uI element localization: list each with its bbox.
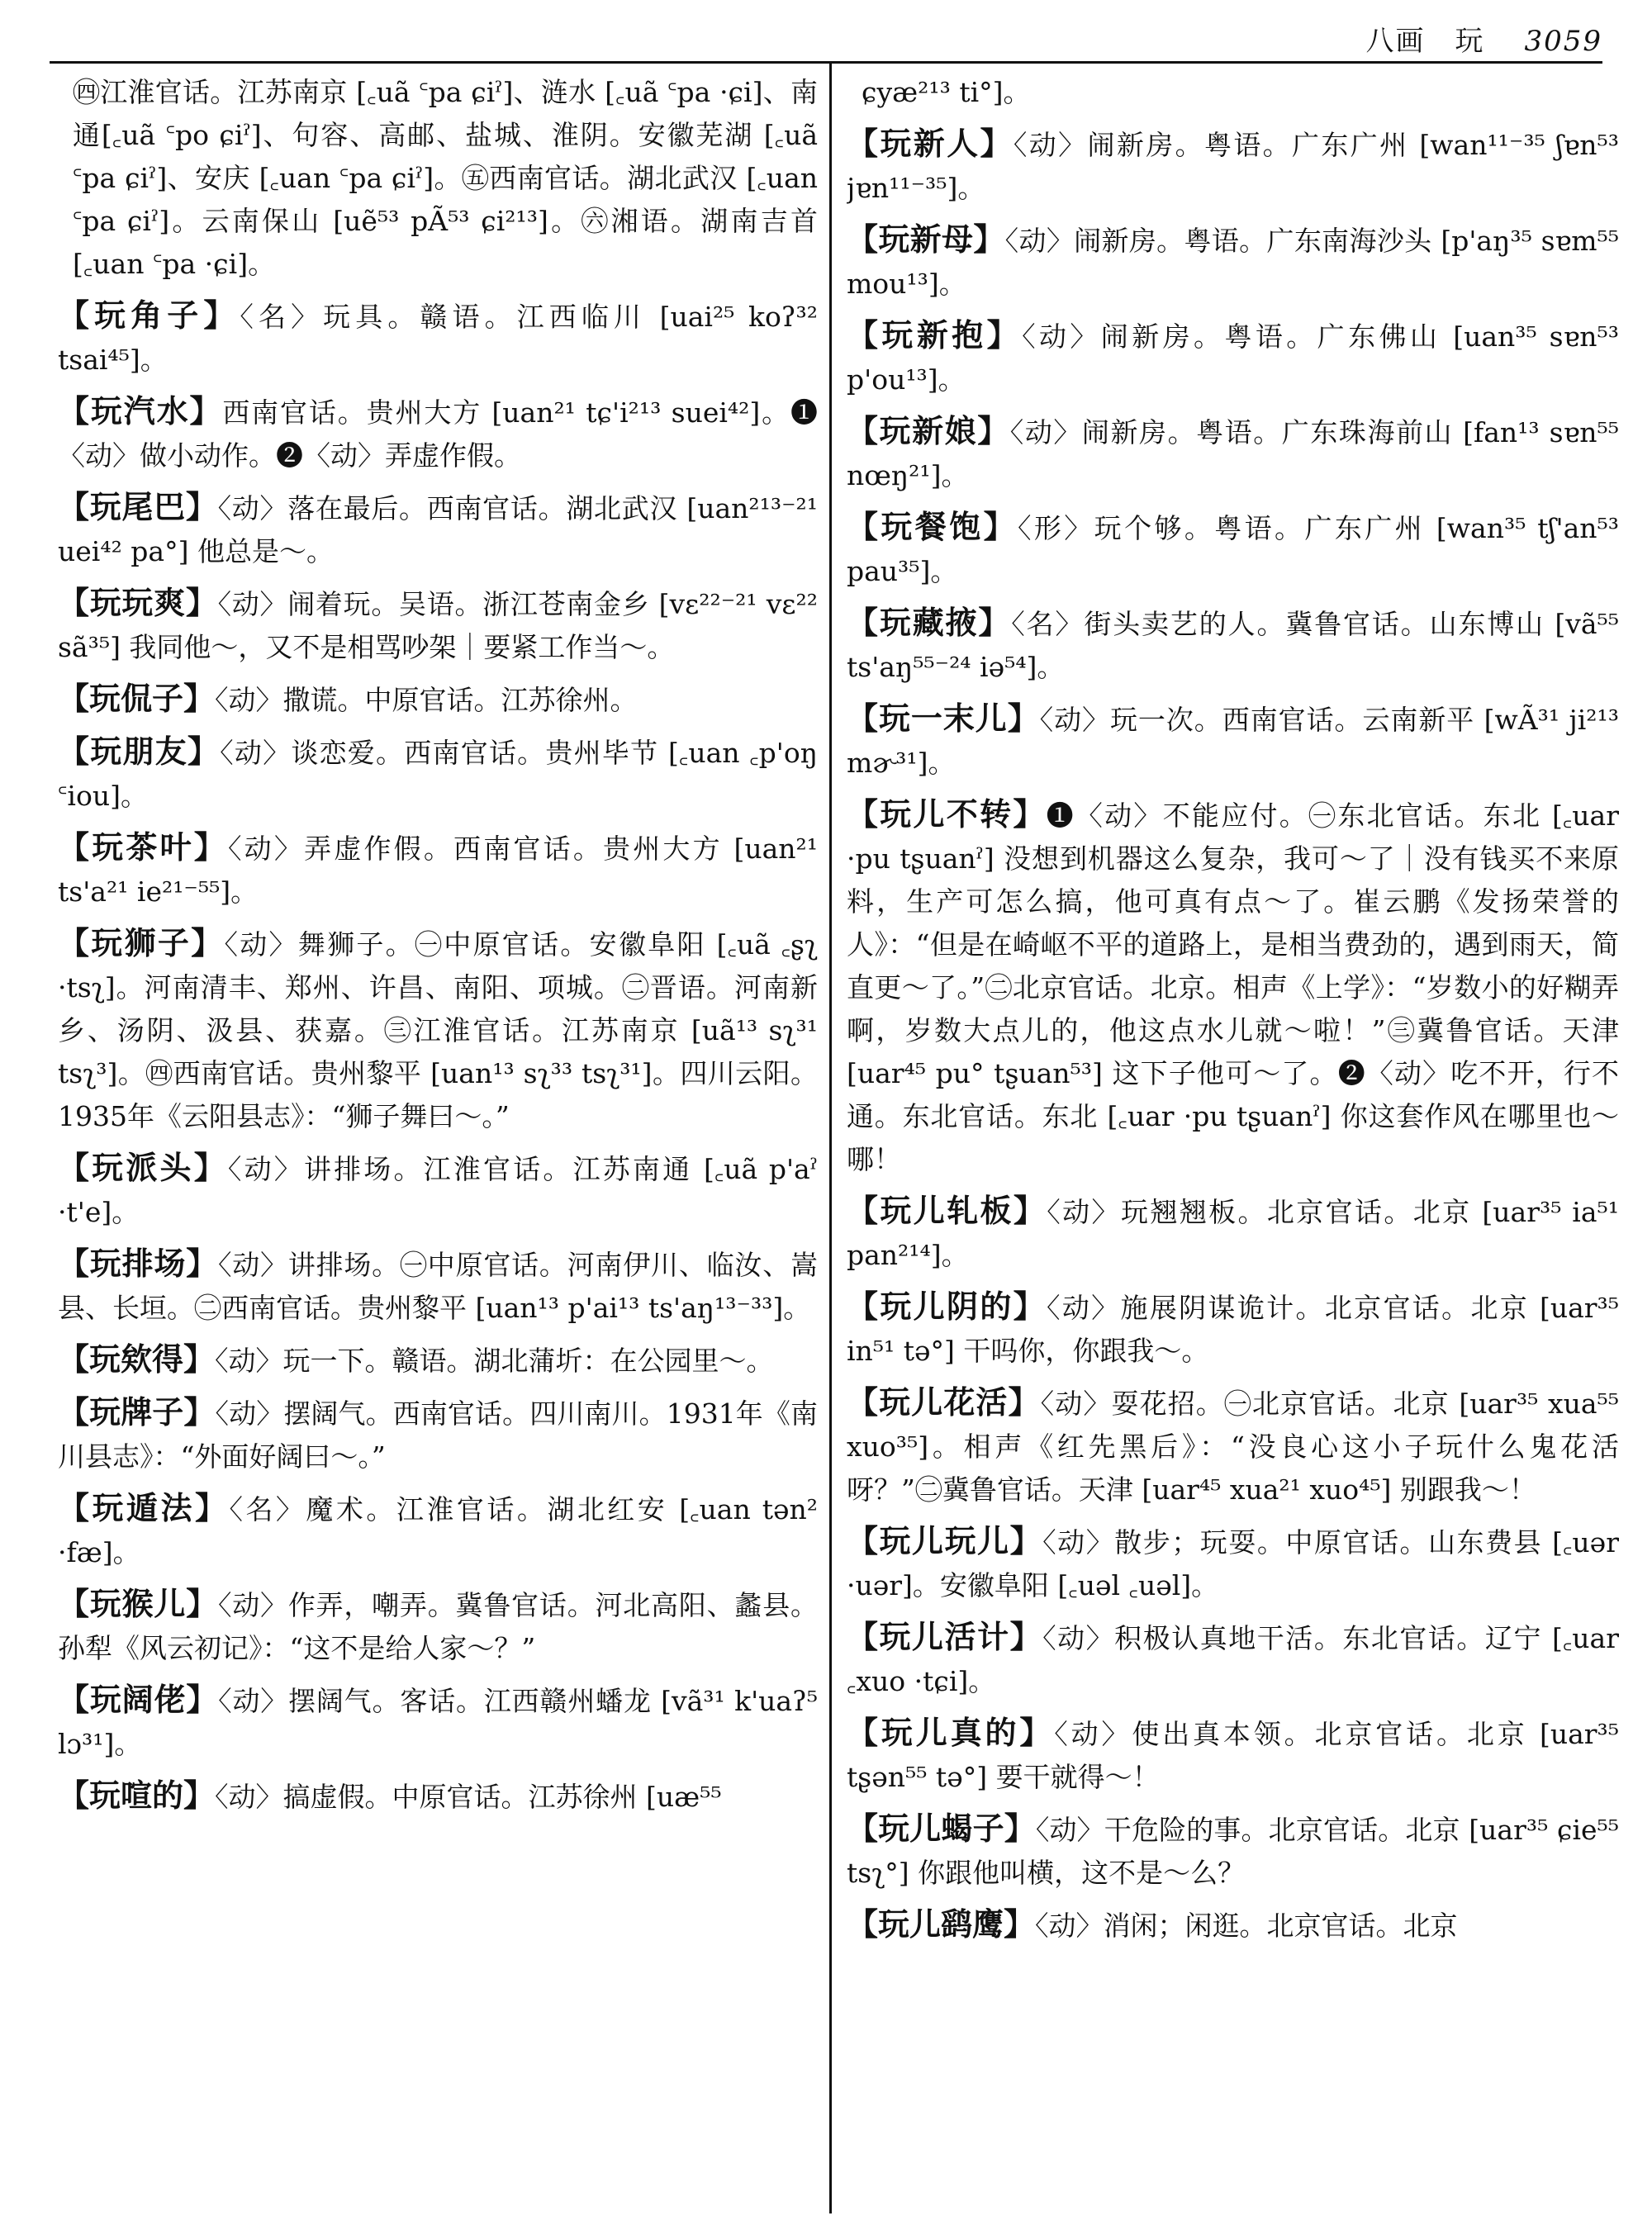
- definition-text: 〈动〉弄虚作假。西南官话。贵州大方 [uan²¹ ts'a²¹ ie²¹⁻⁵⁵]。: [58, 833, 818, 908]
- dictionary-entry: [847, 122, 1619, 210]
- headword: 【玩餐饱】: [847, 508, 1018, 545]
- headword: 【玩儿真的】: [847, 1714, 1055, 1751]
- headword: 【玩儿阴的】: [847, 1288, 1047, 1325]
- dictionary-entry: [847, 410, 1619, 497]
- entry-continuation: ɕyæ²¹³ ti°]。: [862, 76, 1031, 108]
- dictionary-entry: [58, 1774, 818, 1819]
- definition-text: 〈名〉街头卖艺的人。冀鲁官话。山东博山 [vã⁵⁵ ts'aŋ⁵⁵⁻²⁴ iə⁵⁴]。: [847, 608, 1619, 683]
- headword: 【玩新抱】: [847, 316, 1023, 353]
- headword: 【玩儿蝎子】: [847, 1810, 1036, 1847]
- headword: 【玩新娘】: [847, 412, 1010, 449]
- definition-text: 〈动〉搞虚假。中原官话。江苏徐州 [uæ⁵⁵: [215, 1781, 722, 1813]
- page-header: [50, 18, 1602, 64]
- definition-text: 〈动〉舞狮子。㊀中原官话。安徽阜阳 [꜀uã ꜀ʂʅ ·tsʅ]。河南清丰、郑州、许昌、南阳、项城。㊁晋语。河南新乡、汤阴、汲县、获嘉。㊂江淮官话。江苏南京 [uã¹³ sʅ³¹ tsʅ³]。㊃西南官话。贵州黎平 [uan¹³ sʅ³³ tsʅ³¹]。四川云阳。1935年《云阳县志》：“狮子舞曰～。”: [58, 928, 818, 1132]
- headword: 【玩儿轧板】: [847, 1192, 1047, 1229]
- dictionary-entry: [58, 1487, 818, 1574]
- definition-text: 〈动〉摆阔气。客话。江西赣州蟠龙 [vã³¹ k'uaʔ⁵ lɔ³¹]。: [58, 1685, 818, 1760]
- headword: 【玩儿不转】: [847, 795, 1047, 833]
- headword: 【玩朋友】: [58, 733, 221, 770]
- headword: 【玩阔佬】: [58, 1681, 219, 1718]
- definition-text: 〈动〉闹新房。粤语。广东广州 [wan¹¹⁻³⁵ ʃɐn⁵³ jɐn¹¹⁻³⁵]。: [847, 129, 1619, 204]
- definition-text: 〈动〉玩翘翘板。北京官话。北京 [uar³⁵ ia⁵¹ pan²¹⁴]。: [847, 1196, 1619, 1271]
- column-divider: [829, 61, 832, 2213]
- headword: 【玩儿花活】: [847, 1383, 1041, 1421]
- headword: 【玩欸得】: [58, 1340, 216, 1378]
- definition-text: 〈动〉玩一次。西南官话。云南新平 [wÃ³¹ ji²¹³ mɚ³¹]。: [847, 704, 1619, 779]
- headword: 【玩牌子】: [58, 1393, 216, 1431]
- dictionary-entry: [847, 1616, 1619, 1703]
- dictionary-entry: [58, 1146, 818, 1234]
- headword: 【玩新人】: [847, 125, 1014, 162]
- definition-text: 〈动〉干危险的事。北京官话。北京 [uar³⁵ ɕie⁵⁵ tsʅ°] 你跟他叫横，这不是～么？: [847, 1814, 1619, 1889]
- dictionary-entry: [58, 1678, 818, 1766]
- header-rule: [50, 61, 1602, 64]
- dictionary-entry: [847, 1381, 1619, 1511]
- running-head: [1365, 18, 1602, 59]
- headword: 【玩遁法】: [58, 1489, 230, 1526]
- right-column: [847, 71, 1619, 2213]
- dictionary-entry: [847, 1711, 1619, 1799]
- dictionary-entry: [847, 697, 1619, 785]
- dictionary-entry: [847, 218, 1619, 306]
- headword: 【玩喧的】: [58, 1777, 216, 1814]
- headword: 【玩一末儿】: [847, 700, 1040, 737]
- definition-text: 〈动〉作弄，嘲弄。冀鲁官话。河北高阳、蠡县。孙犁《风云初记》：“这不是给人家～？”: [58, 1589, 818, 1664]
- headword: 【玩排场】: [58, 1245, 218, 1282]
- page-number: 3059: [1524, 25, 1602, 58]
- definition-text: 〈名〉玩具。赣语。江西临川 [uai²⁵ koʔ³² tsai⁴⁵]。: [58, 301, 818, 376]
- dictionary-entry: [58, 826, 818, 913]
- dictionary-entry: [58, 730, 818, 818]
- dictionary-entry: [847, 601, 1619, 689]
- left-column: [58, 71, 818, 2213]
- dictionary-entry: [847, 1285, 1619, 1373]
- definition-text: 〈动〉使出真本领。北京官话。北京 [uar³⁵ tʂən⁵⁵ tə°] 要干就得～！: [847, 1718, 1619, 1793]
- dictionary-entry: [58, 581, 818, 669]
- dictionary-entry: [58, 1391, 818, 1478]
- definition-text: 〈动〉摆阔气。西南官话。四川南川。1931年《南川县志》：“外面好阔曰～。”: [58, 1397, 818, 1473]
- headword: 【玩玩爽】: [58, 584, 218, 621]
- definition-text: 〈动〉讲排场。㊀中原官话。河南伊川、临汝、嵩县、长垣。㊁西南官话。贵州黎平 [uan¹³ p'ai¹³ ts'aŋ¹³⁻³³]。: [58, 1249, 818, 1324]
- definition-text: 西南官话。贵州大方 [uan²¹ tɕ'i²¹³ suei⁴²]。❶〈动〉做小动作。❷〈动〉弄虚作假。: [58, 396, 818, 472]
- dictionary-entry: [847, 1903, 1619, 1948]
- dictionary-entry: [847, 793, 1619, 1181]
- definition-text: 〈名〉魔术。江淮官话。湖北红安 [꜀uan tən² ·fæ]。: [58, 1493, 818, 1568]
- definition-text: 〈动〉耍花招。㊀北京官话。北京 [uar³⁵ xua⁵⁵ xuo³⁵]。相声《红先黑后》：“没良心这小子玩什么鬼花活呀？”㊁冀鲁官话。天津 [uar⁴⁵ xua²¹ xuo⁴⁵] 别跟我～！: [847, 1388, 1619, 1506]
- headword: 【玩派头】: [58, 1149, 228, 1186]
- entry-continuation: ㊃江淮官话。江苏南京 [꜀uã ꜂pa ɕiˀ]、涟水 [꜀uã ꜂pa ·ɕi]、南通[꜀uã ꜂po ɕiˀ]、句容、高邮、盐城、淮阴。安徽芜湖 [꜀uã ꜂pa ɕiˀ]、安庆 [꜀uan ꜂pa ɕiˀ]。㊄西南官话。湖北武汉 [꜀uan ꜂pa ɕiˀ]。云南保山 [uẽ⁵³ pÃ⁵³ ɕi²¹³]。㊅湘语。湖南吉首 [꜀uan ꜂pa ·ɕi]。: [73, 76, 818, 280]
- definition-text: 〈动〉积极认真地干活。东北官话。辽宁 [꜀uar ꜀xuo ·tɕi]。: [847, 1622, 1619, 1697]
- headword: 【玩茶叶】: [58, 828, 228, 866]
- definition-text: 〈形〉玩个够。粤语。广东广州 [wan³⁵ tʃ'an⁵³ pau³⁵]。: [847, 512, 1619, 587]
- definition-text: 〈动〉闹新房。粤语。广东南海沙头 [p'aŋ³⁵ sɐm⁵⁵ mou¹³]。: [847, 225, 1619, 300]
- headword: 【玩角子】: [58, 297, 240, 334]
- headword: 【玩汽水】: [58, 392, 223, 429]
- headword: 【玩狮子】: [58, 924, 225, 961]
- dictionary-entry: [58, 677, 818, 722]
- dictionary-entry: [58, 1242, 818, 1330]
- definition-text: 〈动〉闹着玩。吴语。浙江苍南金乡 [vɛ²²⁻²¹ vɛ²² sã³⁵] 我同他～，又不是相骂吵架｜要紧工作当～。: [58, 588, 818, 663]
- headword: 【玩新母】: [847, 221, 1005, 258]
- dictionary-entry: [847, 1189, 1619, 1277]
- dictionary-entry: [58, 922, 818, 1138]
- definition-text: 〈动〉落在最后。西南官话。湖北武汉 [uan²¹³⁻²¹ uei⁴² pa°] 他总是～。: [58, 492, 818, 567]
- headword: 【玩藏掖】: [847, 604, 1012, 641]
- definition-text: 〈动〉消闲；闲逛。北京官话。北京: [1035, 1910, 1458, 1942]
- definition-text: 〈动〉闹新房。粤语。广东珠海前山 [fan¹³ sɐn⁵⁵ nœŋ²¹]。: [847, 416, 1619, 491]
- definition-text: ❶〈动〉不能应付。㊀东北官话。东北 [꜀uar ·pu tʂuanˀ] 没想到机器这么复杂，我可～了｜没有钱买不来原料，生产可怎么搞，他可真有点～了。崔云鹏《发扬荣誉的人》：“但是在崎岖不平的道路上，是相当费劲的，遇到雨天，简直更～了。”㊁北京官话。北京。相声《上学》：“岁数小的好糊弄啊，岁数大点儿的，他这点水儿就～啦！”㊂冀鲁官话。天津 [uar⁴⁵ pu° tʂuan⁵³] 这下子他可～了。❷〈动〉吃不开，行不通。东北官话。东北 [꜀uar ·pu tʂuanˀ] 你这套作风在哪里也～哪！: [847, 799, 1619, 1175]
- definition-text: 〈动〉谈恋爱。西南官话。贵州毕节 [꜀uan ꜀p'oŋ ꜂iou]。: [58, 737, 818, 812]
- dictionary-entry: [847, 1520, 1619, 1607]
- dictionary-entry: [58, 486, 818, 573]
- dictionary-entry: [58, 1582, 818, 1670]
- dictionary-entry: [58, 294, 818, 382]
- definition-text: 〈动〉讲排场。江淮官话。江苏南通 [꜀uã p'aˀ ·t'e]。: [58, 1153, 818, 1228]
- headword: 【玩儿玩儿】: [847, 1522, 1043, 1559]
- dictionary-entry: [58, 1338, 818, 1383]
- dictionary-entry: [847, 1807, 1619, 1895]
- dictionary-entry: [847, 314, 1619, 401]
- headword: 【玩儿活计】: [847, 1618, 1043, 1655]
- definition-text: 〈动〉玩一下。赣语。湖北蒲圻：在公园里～。: [215, 1345, 774, 1377]
- dictionary-entry: [847, 505, 1619, 593]
- section-title: 八画 玩: [1365, 25, 1485, 58]
- definition-text: 〈动〉闹新房。粤语。广东佛山 [uan³⁵ sɐn⁵³ p'ou¹³]。: [847, 320, 1619, 396]
- definition-text: 〈动〉散步；玩耍。中原官话。山东费县 [꜀uər ·uər]。安徽阜阳 [꜀uəl ꜀uəl]。: [847, 1526, 1619, 1601]
- definition-text: 〈动〉施展阴谋诡计。北京官话。北京 [uar³⁵ in⁵¹ tə°] 干吗你，你跟我～。: [847, 1292, 1619, 1367]
- definition-text: 〈动〉撒谎。中原官话。江苏徐州。: [215, 684, 638, 716]
- headword: 【玩儿鹞鹰】: [847, 1905, 1036, 1943]
- headword: 【玩侃子】: [58, 680, 216, 717]
- headword: 【玩尾巴】: [58, 488, 218, 525]
- headword: 【玩猴儿】: [58, 1585, 218, 1622]
- dictionary-entry: [58, 390, 818, 477]
